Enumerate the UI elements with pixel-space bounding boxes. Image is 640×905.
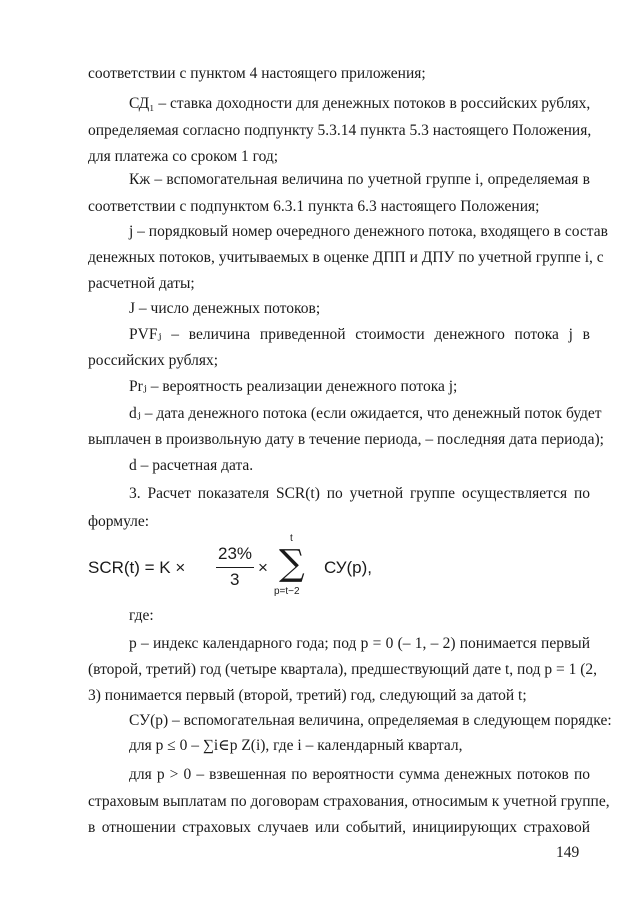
text-line: для платежа со сроком 1 год;	[88, 148, 279, 165]
text-line: J – число денежных потоков;	[129, 300, 321, 317]
formula-denominator: 3	[230, 570, 240, 589]
formula-numerator: 23%	[218, 544, 253, 563]
text-line: p – индекс календарного года; под p = 0 (– 1, – 2) понимается первый	[129, 635, 590, 652]
text-line: d – расчетная дата.	[129, 457, 254, 474]
text-line: 3) понимается первый (второй, третий) год, следующий за датой t;	[88, 687, 527, 704]
formula-lhs: SCR(t) = K ×	[88, 558, 186, 577]
text-line: расчетной даты;	[88, 275, 195, 292]
text-line: для p > 0 – взвешенная по вероятности сумма денежных потоков по	[129, 766, 590, 783]
text-line: dⱼ – дата денежного потока (если ожидается, что денежный поток будет	[129, 405, 602, 422]
text-line: страховым выплатам по договорам страхования, относимым к учетной группе,	[88, 793, 610, 810]
text-line: j – порядковый номер очередного денежного потока, входящего в состав	[129, 223, 608, 240]
text-line: PVFⱼ – величина приведенной стоимости денежного потока j в	[129, 326, 590, 343]
text-line: формуле:	[88, 513, 150, 530]
text-line: соответствии с подпунктом 6.3.1 пункта 6.3 настоящего Положения;	[88, 198, 540, 215]
text-line: российских рублях;	[88, 352, 219, 369]
text-line: 3. Расчет показателя SCR(t) по учетной группе осуществляется по	[129, 485, 590, 502]
scr-formula	[88, 533, 388, 598]
text-line: СД₁ – ставка доходности для денежных потоков в российских рублях,	[129, 95, 591, 112]
fraction-bar	[216, 567, 254, 568]
text-line: Prⱼ – вероятность реализации денежного потока j;	[129, 378, 458, 395]
text-line: где:	[129, 607, 154, 624]
sum-sign: ∑	[279, 543, 305, 584]
text-line: для p ≤ 0 – ∑i∈p Z(i), где i – календарный квартал,	[129, 737, 463, 754]
text-line: СУ(p) – вспомогательная величина, определяемая в следующем порядке:	[129, 712, 612, 729]
text-line: соответствии с пунктом 4 настоящего приложения;	[88, 65, 426, 82]
text-line: Кж – вспомогательная величина по учетной группе i, определяемая в	[129, 171, 590, 188]
sum-upper-limit: t	[290, 533, 293, 544]
formula-times: ×	[258, 558, 268, 577]
sum-lower-limit: p=t−2	[274, 586, 300, 597]
page-number: 149	[556, 844, 580, 861]
formula-rhs: СУ(p),	[324, 558, 373, 577]
text-line: (второй, третий) год (четыре квартала), предшествующий дате t, под p = 1 (2,	[88, 661, 598, 678]
text-line: определяемая согласно подпункту 5.3.14 пункта 5.3 настоящего Положения,	[88, 122, 592, 139]
text-line: денежных потоков, учитываемых в оценке ДПП и ДПУ по учетной группе i, с	[88, 249, 604, 266]
text-line: выплачен в произвольную дату в течение периода, – последняя дата периода);	[88, 431, 604, 448]
text-line: в отношении страховых случаев или событий, инициирующих страховой	[88, 819, 590, 836]
